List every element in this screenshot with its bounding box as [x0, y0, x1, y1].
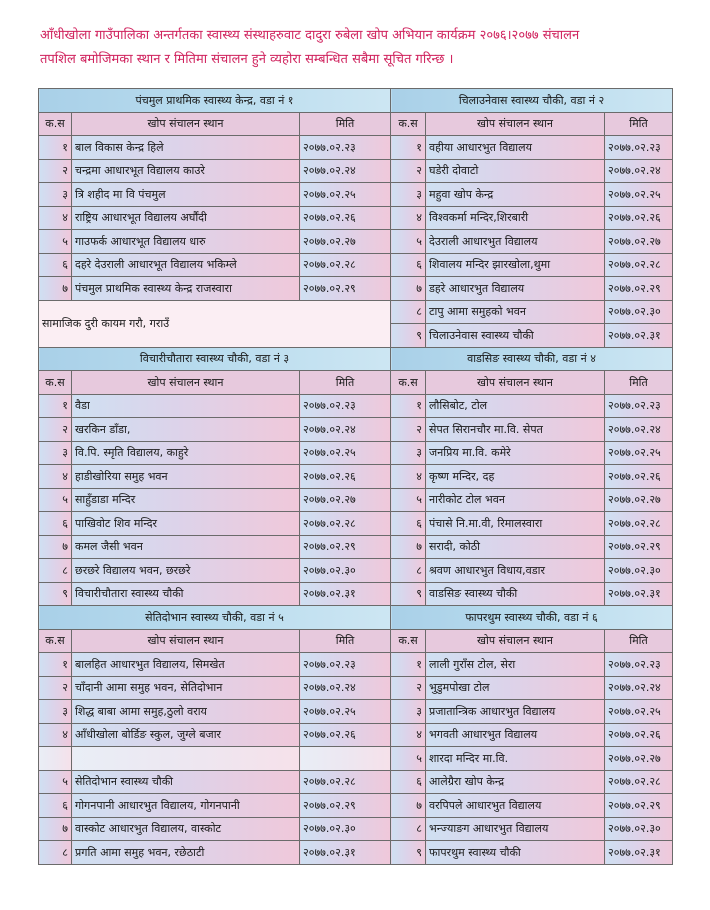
table-row [39, 559, 673, 583]
column-header-place: खोप संचालन स्थान [426, 629, 605, 653]
notice-line-1: आँधीखोला गाउँपालिका अन्तर्गतका स्वास्थ्य संस्थाहरुवाट दादुरा रुबेला खोप अभियान कार्यक्रम २०७६।२०७७ संचालन [40, 28, 580, 43]
location-cell: पंचासे नि.मा.वी, रिमालस्वारा [426, 512, 605, 536]
date-cell: २०७७.०२.३१ [605, 841, 673, 865]
notice-line-2: तपशिल बमोजिमका स्थान र मितिमा संचालन हुने व्यहोरा सम्बन्धित सबैमा सूचित गरिन्छ । [40, 52, 454, 67]
location-cell: विश्वकर्मा मन्दिर,शिरबारी [426, 206, 605, 230]
table-row [39, 794, 673, 818]
date-cell: २०७७.०२.२३ [300, 394, 391, 418]
date-cell: २०७७.०२.३१ [300, 841, 391, 865]
location-cell: आँधीखोला बोर्डिङ स्कुल, जुग्ले बजार [72, 723, 300, 747]
location-cell: देउराली आधारभुत विद्यालय [426, 230, 605, 254]
table-row [39, 418, 673, 442]
date-cell: २०७७.०२.२५ [605, 183, 673, 207]
location-cell: राष्ट्रिय आधारभूत विद्यालय अर्घौंदी [72, 206, 300, 230]
date-cell: २०७७.०२.२८ [605, 770, 673, 794]
serial-number-cell: ४ [391, 206, 426, 230]
section-header-row [39, 606, 673, 630]
table-row [39, 394, 673, 418]
date-cell: २०७७.०२.३१ [300, 582, 391, 606]
date-cell: २०७७.०२.३० [605, 300, 673, 324]
date-cell: २०७७.०२.२७ [605, 230, 673, 254]
serial-number-cell: ९ [391, 841, 426, 865]
column-header-sn: क.स [39, 629, 72, 653]
serial-number-cell: ७ [39, 277, 72, 301]
table-row [39, 817, 673, 841]
location-cell: कृष्ण मन्दिर, दह [426, 465, 605, 489]
location-cell: भगवती आधारभुत विद्यालय [426, 723, 605, 747]
location-cell: बाल विकास केन्द्र हिले [72, 136, 300, 160]
location-cell: प्रगति आमा समुह भवन, रछेठाटी [72, 841, 300, 865]
table-row [39, 535, 673, 559]
date-cell: २०७७.०२.२६ [300, 465, 391, 489]
serial-number-cell: ४ [39, 206, 72, 230]
serial-number-cell: ६ [39, 253, 72, 277]
date-cell: २०७७.०२.२४ [300, 676, 391, 700]
serial-number-cell: ९ [39, 582, 72, 606]
serial-number-cell: ८ [391, 817, 426, 841]
table-row [39, 770, 673, 794]
date-cell: २०७७.०२.२९ [300, 535, 391, 559]
health-post-title-left: पंचमुल प्राथमिक स्वास्थ्य केन्द्र, वडा नं १ [39, 89, 391, 113]
date-cell: २०७७.०२.२४ [300, 418, 391, 442]
location-cell: भुडुमपोखा टोल [426, 676, 605, 700]
date-cell: २०७७.०२.२५ [605, 700, 673, 724]
health-post-title-left: सेतिदोभान स्वास्थ्य चौकी, वडा नं ५ [39, 606, 391, 630]
serial-number-cell: ६ [391, 253, 426, 277]
location-cell: लाली गुराँस टोल, सेरा [426, 653, 605, 677]
serial-number-cell: ४ [391, 723, 426, 747]
serial-number-cell: ५ [391, 488, 426, 512]
location-cell: सरादी, कोठी [426, 535, 605, 559]
location-cell: लौसिबोट, टोल [426, 394, 605, 418]
date-cell: २०७७.०२.२३ [300, 136, 391, 160]
serial-number-cell: ६ [391, 770, 426, 794]
location-cell: चिलाउनेवास स्वास्थ्य चौकी [426, 324, 605, 348]
location-cell: भन्ज्याङग आधारभुत विद्यालय [426, 817, 605, 841]
notice-text [40, 24, 680, 72]
serial-number-cell: ३ [39, 183, 72, 207]
date-cell: २०७७.०२.२८ [300, 770, 391, 794]
location-cell: घडेरी दोवाटो [426, 159, 605, 183]
location-cell: शिवालय मन्दिर झारखोला,थुमा [426, 253, 605, 277]
date-cell: २०७७.०२.२५ [300, 183, 391, 207]
table-row [39, 747, 673, 771]
table-row [39, 676, 673, 700]
serial-number-cell: ६ [391, 512, 426, 536]
location-cell: दहरे देउराली आधारभूत विद्यालय भकिम्ले [72, 253, 300, 277]
serial-number-cell: २ [39, 159, 72, 183]
date-cell [300, 747, 391, 771]
location-cell: गोगनपानी आधारभुत विद्यालय, गोगनपानी [72, 794, 300, 818]
health-post-title-right: फापरथुम स्वास्थ्य चौकी, वडा नं ६ [391, 606, 673, 630]
serial-number-cell: १ [391, 653, 426, 677]
table-row [39, 136, 673, 160]
serial-number-cell: २ [39, 418, 72, 442]
date-cell: २०७७.०२.२९ [300, 794, 391, 818]
column-header-sn: क.स [391, 112, 426, 136]
health-post-title-left: विचारीचौतारा स्वास्थ्य चौकी, वडा नं ३ [39, 347, 391, 371]
serial-number-cell [39, 747, 72, 771]
serial-number-cell: ४ [39, 723, 72, 747]
date-cell: २०७७.०२.२८ [300, 253, 391, 277]
serial-number-cell: ७ [39, 535, 72, 559]
location-cell: खरकिन डाँडा, [72, 418, 300, 442]
column-header-date: मिति [300, 629, 391, 653]
social-distance-remark: सामाजिक दुरी कायम गरौ, गराउँ [39, 300, 391, 347]
serial-number-cell: २ [391, 418, 426, 442]
location-cell: शारदा मन्दिर मा.वि. [426, 747, 605, 771]
section-header-row [39, 89, 673, 113]
health-post-title-right: चिलाउनेवास स्वास्थ्य चौकी, वडा नं २ [391, 89, 673, 113]
date-cell: २०७७.०२.२६ [300, 723, 391, 747]
date-cell: २०७७.०२.२४ [605, 418, 673, 442]
table-row [39, 512, 673, 536]
table-row [39, 841, 673, 865]
date-cell: २०७७.०२.२६ [605, 723, 673, 747]
date-cell: २०७७.०२.२९ [605, 535, 673, 559]
column-header-date: मिति [300, 371, 391, 395]
serial-number-cell: ७ [391, 277, 426, 301]
date-cell: २०७७.०२.२५ [300, 700, 391, 724]
location-cell: सेतिदोभान स्वास्थ्य चौकी [72, 770, 300, 794]
serial-number-cell: ८ [39, 559, 72, 583]
table-row [39, 277, 673, 301]
location-cell: वैडा [72, 394, 300, 418]
serial-number-cell: ८ [391, 559, 426, 583]
date-cell: २०७७.०२.२६ [605, 206, 673, 230]
column-header-place: खोप संचालन स्थान [72, 112, 300, 136]
date-cell: २०७७.०२.२९ [300, 277, 391, 301]
date-cell: २०७७.०२.२५ [605, 441, 673, 465]
table-row [39, 488, 673, 512]
location-cell: चन्द्रमा आधारभूत विद्यालय काउरे [72, 159, 300, 183]
location-cell: जनप्रिय मा.वि. कमेरे [426, 441, 605, 465]
serial-number-cell: ७ [391, 535, 426, 559]
date-cell: २०७७.०२.२३ [605, 136, 673, 160]
location-cell: गाउफर्क आधारभूत विद्यालय धारु [72, 230, 300, 254]
column-header-place: खोप संचालन स्थान [426, 112, 605, 136]
location-cell [72, 747, 300, 771]
location-cell: महुवा खोप केन्द्र [426, 183, 605, 207]
serial-number-cell: ९ [391, 582, 426, 606]
location-cell: आलेग्रैरा खोप केन्द्र [426, 770, 605, 794]
serial-number-cell: ६ [39, 512, 72, 536]
date-cell: २०७७.०२.२५ [300, 441, 391, 465]
location-cell: प्रजातान्त्रिक आधारभुत विद्यालय [426, 700, 605, 724]
serial-number-cell: ९ [391, 324, 426, 348]
date-cell: २०७७.०२.३१ [605, 324, 673, 348]
location-cell: सेपत सिरानचौर मा.वि. सेपत [426, 418, 605, 442]
column-header-date: मिति [605, 112, 673, 136]
column-header-sn: क.स [391, 371, 426, 395]
location-cell: वि.पि. स्मृति विद्यालय, काहुरे [72, 441, 300, 465]
column-header-row [39, 371, 673, 395]
serial-number-cell: ३ [39, 441, 72, 465]
table-row [39, 206, 673, 230]
date-cell: २०७७.०२.२३ [605, 394, 673, 418]
serial-number-cell: ७ [391, 794, 426, 818]
column-header-sn: क.स [39, 371, 72, 395]
location-cell: श्रवण आधारभुत विधाय,वडार [426, 559, 605, 583]
date-cell: २०७७.०२.२४ [300, 159, 391, 183]
column-header-place: खोप संचालन स्थान [426, 371, 605, 395]
table-row [39, 700, 673, 724]
location-cell: वहीया आधारभुत विद्यालय [426, 136, 605, 160]
table-row [39, 441, 673, 465]
serial-number-cell: १ [39, 653, 72, 677]
location-cell: छरछरे विद्यालय भवन, छरछरे [72, 559, 300, 583]
location-cell: वास्कोट आधारभुत विद्यालय, वास्कोट [72, 817, 300, 841]
serial-number-cell: १ [391, 136, 426, 160]
location-cell: पाखिवोट शिव मन्दिर [72, 512, 300, 536]
serial-number-cell: २ [39, 676, 72, 700]
location-cell: साहुँडाडा मन्दिर [72, 488, 300, 512]
date-cell: २०७७.०२.२४ [605, 676, 673, 700]
serial-number-cell: ३ [391, 183, 426, 207]
serial-number-cell: २ [391, 676, 426, 700]
serial-number-cell: १ [39, 394, 72, 418]
serial-number-cell: ५ [391, 747, 426, 771]
serial-number-cell: ५ [39, 770, 72, 794]
date-cell: २०७७.०२.२९ [605, 794, 673, 818]
date-cell: २०७७.०२.२९ [605, 277, 673, 301]
table-row [39, 723, 673, 747]
serial-number-cell: ४ [391, 465, 426, 489]
column-header-row [39, 629, 673, 653]
column-header-row [39, 112, 673, 136]
location-cell: वाडसिङ स्वास्थ्य चौकी [426, 582, 605, 606]
serial-number-cell: ३ [39, 700, 72, 724]
serial-number-cell: १ [39, 136, 72, 160]
table-row [39, 230, 673, 254]
table-row [39, 183, 673, 207]
serial-number-cell: ७ [39, 817, 72, 841]
serial-number-cell: २ [391, 159, 426, 183]
date-cell: २०७७.०२.२४ [605, 159, 673, 183]
location-cell: नारीकोट टोल भवन [426, 488, 605, 512]
column-header-date: मिति [605, 371, 673, 395]
column-header-date: मिति [300, 112, 391, 136]
table-row [39, 465, 673, 489]
schedule-body [39, 89, 673, 865]
serial-number-cell: ५ [391, 230, 426, 254]
date-cell: २०७७.०२.३० [300, 817, 391, 841]
serial-number-cell: ६ [39, 794, 72, 818]
location-cell: टापु आमा समुहको भवन [426, 300, 605, 324]
column-header-place: खोप संचालन स्थान [72, 371, 300, 395]
serial-number-cell: १ [391, 394, 426, 418]
location-cell: शिद्ध बाबा आमा समुह,ठुलो वराय [72, 700, 300, 724]
serial-number-cell: ३ [391, 700, 426, 724]
date-cell: २०७७.०२.२६ [300, 206, 391, 230]
table-row [39, 253, 673, 277]
column-header-sn: क.स [39, 112, 72, 136]
date-cell: २०७७.०२.२८ [605, 512, 673, 536]
location-cell: त्रि शहीद मा वि पंचमुल [72, 183, 300, 207]
location-cell: विचारीचौतारा स्वास्थ्य चौकी [72, 582, 300, 606]
date-cell: २०७७.०२.३१ [605, 582, 673, 606]
location-cell: हाडीखोरिया समुह भवन [72, 465, 300, 489]
serial-number-cell: ८ [39, 841, 72, 865]
location-cell: वरपिपले आधारभुत विद्यालय [426, 794, 605, 818]
date-cell: २०७७.०२.३० [605, 559, 673, 583]
serial-number-cell: ४ [39, 465, 72, 489]
location-cell: बालहित आधारभुत विद्यालय, सिमखेत [72, 653, 300, 677]
serial-number-cell: ३ [391, 441, 426, 465]
location-cell: पंचमुल प्राथमिक स्वास्थ्य केन्द्र राजस्वारा [72, 277, 300, 301]
table-row [39, 582, 673, 606]
table-row [39, 159, 673, 183]
column-header-place: खोप संचालन स्थान [72, 629, 300, 653]
location-cell: डहरे आधारभुत विद्यालय [426, 277, 605, 301]
health-post-title-right: वाडसिङ स्वास्थ्य चौकी, वडा नं ४ [391, 347, 673, 371]
date-cell: २०७७.०२.२८ [300, 512, 391, 536]
serial-number-cell: ५ [39, 488, 72, 512]
date-cell: २०७७.०२.२८ [605, 253, 673, 277]
table-row [39, 653, 673, 677]
date-cell: २०७७.०२.३० [300, 559, 391, 583]
date-cell: २०७७.०२.२७ [605, 488, 673, 512]
section-header-row [39, 347, 673, 371]
table-row [39, 300, 673, 324]
date-cell: २०७७.०२.२३ [300, 653, 391, 677]
vaccination-schedule-table [38, 88, 673, 865]
date-cell: २०७७.०२.२७ [300, 230, 391, 254]
location-cell: फापरथुम स्वास्थ्य चौकी [426, 841, 605, 865]
serial-number-cell: ५ [39, 230, 72, 254]
location-cell: कमल जैसी भवन [72, 535, 300, 559]
column-header-sn: क.स [391, 629, 426, 653]
date-cell: २०७७.०२.२७ [605, 747, 673, 771]
date-cell: २०७७.०२.२७ [300, 488, 391, 512]
serial-number-cell: ८ [391, 300, 426, 324]
date-cell: २०७७.०२.३० [605, 817, 673, 841]
date-cell: २०७७.०२.२३ [605, 653, 673, 677]
date-cell: २०७७.०२.२६ [605, 465, 673, 489]
column-header-date: मिति [605, 629, 673, 653]
location-cell: चाँदानी आमा समुह भवन, सेतिदोभान [72, 676, 300, 700]
